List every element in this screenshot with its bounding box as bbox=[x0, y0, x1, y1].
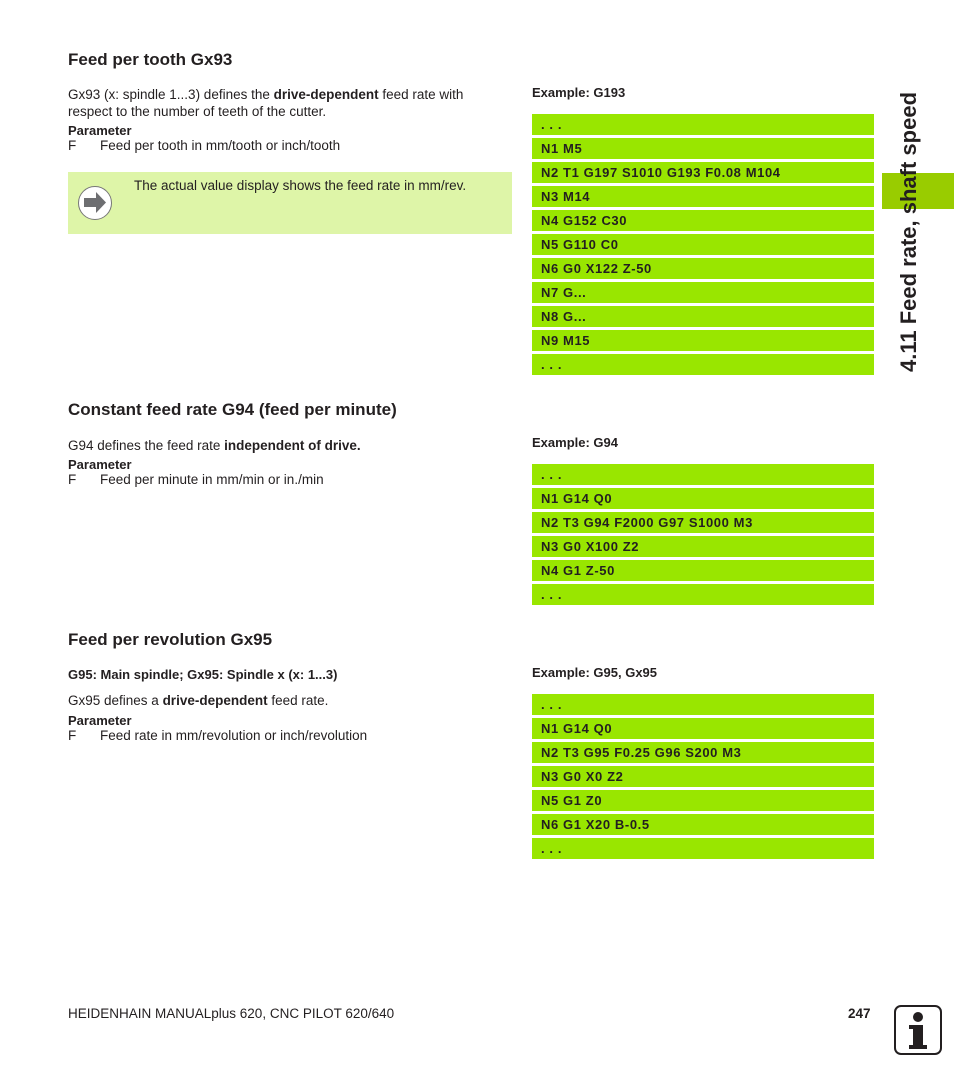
text: Gx95 defines a bbox=[68, 693, 163, 708]
text: Gx93 (x: spindle 1...3) defines the bbox=[68, 87, 274, 102]
text: feed rate. bbox=[267, 693, 329, 708]
code-line: . . . bbox=[532, 694, 874, 715]
section2-paragraph bbox=[68, 437, 361, 454]
code-line: N2 T3 G94 F2000 G97 S1000 M3 bbox=[532, 512, 874, 533]
text: respect to the number of teeth of the cutter. bbox=[68, 104, 327, 119]
arrow-right-icon bbox=[78, 186, 112, 220]
code-line: N5 G1 Z0 bbox=[532, 790, 874, 811]
parameter-row bbox=[68, 728, 367, 743]
code-line: N9 M15 bbox=[532, 330, 874, 351]
bold-text: independent of drive. bbox=[224, 438, 361, 453]
parameter-heading: Parameter bbox=[68, 457, 132, 472]
code-line: . . . bbox=[532, 838, 874, 859]
parameter-row bbox=[68, 138, 340, 153]
code-line: . . . bbox=[532, 114, 874, 135]
footer-title: HEIDENHAIN MANUALplus 620, CNC PILOT 620/640 bbox=[68, 1006, 395, 1021]
code-line: N3 G0 X100 Z2 bbox=[532, 536, 874, 557]
parameter-key: F bbox=[68, 138, 77, 153]
text: feed rate with bbox=[378, 87, 464, 102]
info-icon bbox=[894, 1005, 942, 1055]
code-line: N8 G... bbox=[532, 306, 874, 327]
page-number: 247 bbox=[848, 1006, 871, 1021]
example-heading: Example: G95, Gx95 bbox=[532, 665, 658, 680]
note-text: The actual value display shows the feed rate in mm/rev. bbox=[134, 178, 467, 193]
code-line: N2 T3 G95 F0.25 G96 S200 M3 bbox=[532, 742, 874, 763]
section-heading-feed-per-revolution: Feed per revolution Gx95 bbox=[68, 630, 273, 649]
parameter-desc: Feed rate in mm/revolution or inch/revolution bbox=[100, 728, 368, 743]
code-line: N1 G14 Q0 bbox=[532, 488, 874, 509]
parameter-desc: Feed per tooth in mm/tooth or inch/tooth bbox=[100, 138, 341, 153]
code-line: N4 G152 C30 bbox=[532, 210, 874, 231]
example-heading: Example: G193 bbox=[532, 85, 626, 100]
section3-paragraph bbox=[68, 692, 328, 709]
code-line: . . . bbox=[532, 464, 874, 485]
code-line: N4 G1 Z-50 bbox=[532, 560, 874, 581]
code-line: N6 G1 X20 B-0.5 bbox=[532, 814, 874, 835]
chapter-title: 4.11 Feed rate, shaft speed bbox=[896, 91, 921, 372]
code-block bbox=[532, 464, 874, 608]
bold-text: drive-dependent bbox=[273, 87, 379, 102]
note-box bbox=[68, 172, 512, 234]
code-line: N1 G14 Q0 bbox=[532, 718, 874, 739]
parameter-row bbox=[68, 472, 324, 487]
code-block bbox=[532, 694, 874, 862]
parameter-key: F bbox=[68, 728, 77, 743]
code-line: N3 G0 X0 Z2 bbox=[532, 766, 874, 787]
code-block bbox=[532, 114, 874, 378]
parameter-desc: Feed per minute in mm/min or in./min bbox=[100, 472, 324, 487]
subheading: G95: Main spindle; Gx95: Spindle x (x: 1...3) bbox=[68, 667, 338, 682]
parameter-key: F bbox=[68, 472, 77, 487]
code-line: . . . bbox=[532, 354, 874, 375]
parameter-heading: Parameter bbox=[68, 123, 132, 138]
code-line: N3 M14 bbox=[532, 186, 874, 207]
text: G94 defines the feed rate bbox=[68, 438, 225, 453]
section-heading-constant-feed: Constant feed rate G94 (feed per minute) bbox=[68, 400, 397, 419]
section1-paragraph bbox=[68, 86, 463, 120]
example-heading: Example: G94 bbox=[532, 435, 618, 450]
parameter-heading: Parameter bbox=[68, 713, 132, 728]
code-line: N5 G110 C0 bbox=[532, 234, 874, 255]
code-line: N2 T1 G197 S1010 G193 F0.08 M104 bbox=[532, 162, 874, 183]
section-heading-feed-per-tooth: Feed per tooth Gx93 bbox=[68, 50, 233, 69]
code-line: N1 M5 bbox=[532, 138, 874, 159]
code-line: N7 G... bbox=[532, 282, 874, 303]
bold-text: drive-dependent bbox=[162, 693, 268, 708]
code-line: . . . bbox=[532, 584, 874, 605]
code-line: N6 G0 X122 Z-50 bbox=[532, 258, 874, 279]
